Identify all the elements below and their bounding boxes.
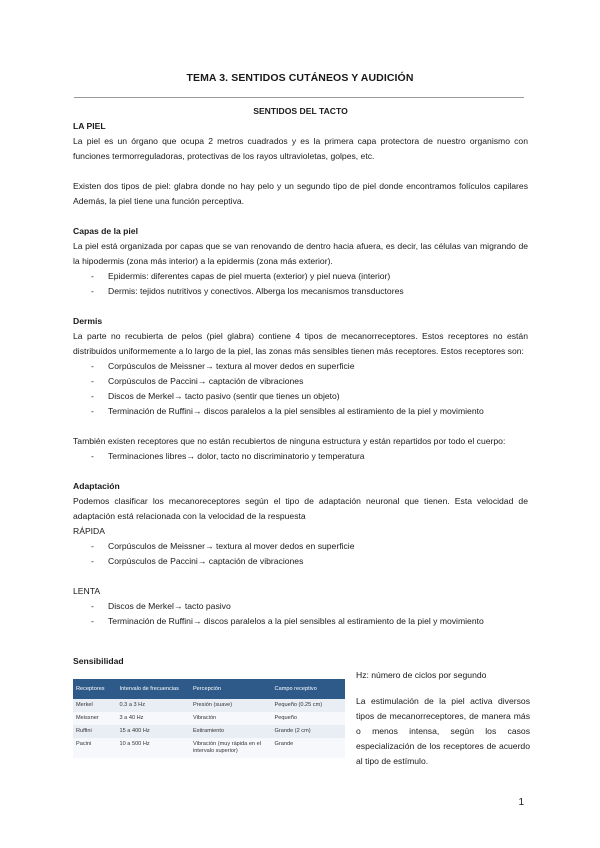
column-header: Intervalo de frecuencias <box>117 679 190 699</box>
paragraph-dermis-2: También existen receptores que no están recubiertos de ninguna estructura y están repartidos por todo el cuerpo: <box>73 436 506 446</box>
table-row <box>73 699 345 712</box>
document-title: TEMA 3. SENTIDOS CUTÁNEOS Y AUDICIÓN <box>186 72 414 84</box>
sensibilidad-section <box>73 656 533 776</box>
heading-la-piel: LA PIEL <box>73 121 106 131</box>
table-cell: Merkel <box>73 699 117 712</box>
heading-sensibilidad: Sensibilidad <box>73 656 124 666</box>
column-header: Percepción <box>190 679 272 699</box>
table-header-row <box>73 679 345 699</box>
table-cell: 15 a 400 Hz <box>117 725 190 738</box>
column-header: Campo receptivo <box>272 679 345 699</box>
list-item: - Dermis: tejidos nutritivos y conectivos. Alberga los mecanismos transductores <box>73 284 528 299</box>
spacer <box>73 419 528 434</box>
spacer <box>73 164 528 179</box>
note-estimulacion: La estimulación de la piel activa diversos tipos de mecanorreceptores, de manera más o menos intensa, según los casos especialización de los receptores de acuerdo al tipo de estímulo. <box>356 696 530 766</box>
free-endings-list <box>73 449 528 464</box>
table-cell: Vibración <box>190 712 272 725</box>
rapida-list <box>73 539 528 569</box>
table-cell: Grande <box>272 738 345 758</box>
list-item: - Discos de Merkel→ tacto pasivo <box>73 599 528 614</box>
paragraph-piel-1: La piel es un órgano que ocupa 2 metros cuadrados y es la primera capa protectora de nuestro organismo con funciones termorreguladoras, protectivas de los rayos ultravioletas, golpes, etc. <box>73 136 528 161</box>
spacer <box>356 683 530 694</box>
list-item: - Epidermis: diferentes capas de piel muerta (exterior) y piel nueva (interior) <box>73 269 528 284</box>
heading-dermis: Dermis <box>73 316 103 326</box>
spacer <box>73 209 528 224</box>
table-cell: Pequeño (0.25 cm) <box>272 699 345 712</box>
list-item: - Terminación de Ruffini→ discos paralelos a la piel sensibles al estiramiento de la piel y movimiento <box>73 614 528 629</box>
section-title: SENTIDOS DEL TACTO <box>253 106 348 116</box>
table-cell: 3 a 40 Hz <box>117 712 190 725</box>
sensibilidad-notes <box>356 668 530 769</box>
spacer <box>73 464 528 479</box>
list-item: - Corpúsculos de Paccini→ captación de vibraciones <box>73 554 528 569</box>
list-item: - Corpúsculos de Paccini→ captación de vibraciones <box>73 374 528 389</box>
spacer <box>73 299 528 314</box>
heading-adaptacion: Adaptación <box>73 481 120 491</box>
lenta-list <box>73 599 528 629</box>
table-cell: Vibración (muy rápida en el intervalo superior) <box>190 738 272 758</box>
note-hz: Hz: número de ciclos por segundo <box>356 670 487 680</box>
table-cell: Presión (suave) <box>190 699 272 712</box>
list-item: - Terminación de Ruffini→ discos paralelos a la piel sensibles al estiramiento de la piel y movimiento <box>73 404 528 419</box>
table-cell: Pacini <box>73 738 117 758</box>
paragraph-capas-1: La piel está organizada por capas que se van renovando de dentro hacia afuera, es decir, las células van migrando de la hipodermis (zona más interior) a la epidermis (zona más exterior). <box>73 241 528 266</box>
table-row <box>73 712 345 725</box>
heading-capas: Capas de la piel <box>73 226 138 236</box>
page-number: 1 <box>518 797 524 808</box>
title-divider <box>74 97 524 98</box>
table-cell: Estiramiento <box>190 725 272 738</box>
table-row <box>73 725 345 738</box>
paragraph-adaptacion-1: Podemos clasificar los mecanoreceptores según el tipo de adaptación neuronal que tienen. Esta velocidad de adaptación está relacionada con la velocidad de la respuesta <box>73 496 528 521</box>
list-item: - Terminaciones libres→ dolor, tacto no discriminatorio y temperatura <box>73 449 528 464</box>
capas-list <box>73 269 528 299</box>
column-header: Receptores <box>73 679 117 699</box>
list-item: - Corpúsculos de Meissner→ textura al mover dedos en superficie <box>73 359 528 374</box>
list-item: - Discos de Merkel→ tacto pasivo (sentir que tienes un objeto) <box>73 389 528 404</box>
table-cell: Ruffini <box>73 725 117 738</box>
table-cell: Meissner <box>73 712 117 725</box>
table-row <box>73 738 345 758</box>
spacer <box>73 569 528 584</box>
table-cell: 10 a 500 Hz <box>117 738 190 758</box>
main-content <box>73 104 528 629</box>
table-cell: Pequeño <box>272 712 345 725</box>
receptors-table <box>73 679 345 758</box>
paragraph-piel-2: Existen dos tipos de piel: glabra donde no hay pelo y un segundo tipo de piel donde encontramos folículos capilares Además, la piel tiene una función perceptiva. <box>73 181 528 206</box>
list-item: - Corpúsculos de Meissner→ textura al mover dedos en superficie <box>73 539 528 554</box>
label-lenta: LENTA <box>73 586 101 596</box>
dermis-receptors-list <box>73 359 528 419</box>
label-rapida: RÁPIDA <box>73 526 105 536</box>
table-cell: Grande (2 cm) <box>272 725 345 738</box>
paragraph-dermis-1: La parte no recubierta de pelos (piel glabra) contiene 4 tipos de mecanorreceptores. Estos receptores no están distribuidos uniformemente a lo largo de la piel, las zonas más sensibles tienen más receptores. Estos receptores son: <box>73 331 528 356</box>
table-cell: 0.3 a 3 Hz <box>117 699 190 712</box>
